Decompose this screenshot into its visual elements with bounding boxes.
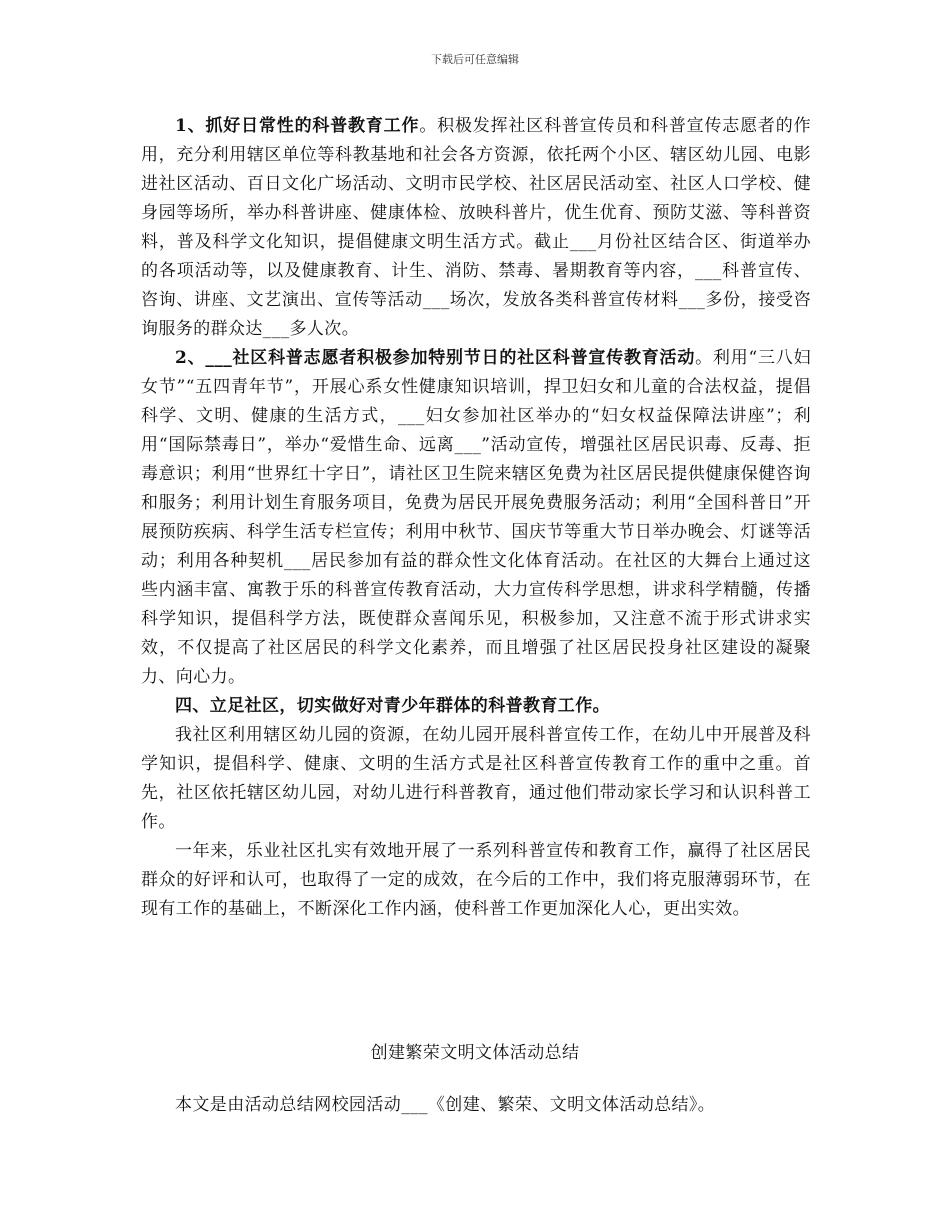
paragraph-2-text: 。利用“三八妇女节”“五四青年节”，开展心系女性健康知识培训，捍卫妇女和儿童的合法权益，提倡科学、文明、健康的生活方式，___妇女参加社区举办的“妇女权益保障法讲座”；利用“国际禁毒日”，举办“爱惜生命、远离___”活动宣传，增强社区居民识毒、反毒、拒毒意识；利用“世界红十字日”，请社区卫生院来辖区免费为社区居民提供健康保健咨询和服务；利用计划生育服务项目，免费为居民开展免费服务活动；利用“全国科普日”开展预防疾病、科学生活专栏宣传；利用中秋节、国庆节等重大节日举办晚会、灯谜等活动；利用各种契机___居民参加有益的群众性文化体育活动。在社区的大舞台上通过这些内涵丰富、寓教于乐的科普宣传教育活动，大力宣传科学思想，讲求科学精髓，传播科学知识，提倡科学方法，既使群众喜闻乐见，积极参加，又注意不流于形式讲求实效，不仅提高了社区居民的科学文化素养，而且增强了社区居民投身社区建设的凝聚力、向心力。 bbox=[141, 348, 811, 687]
section-heading: 四、立足社区，切实做好对青少年群体的科普教育工作。 bbox=[175, 696, 610, 716]
paragraph-1-lead: 1、抓好日常性的科普教育工作 bbox=[175, 116, 420, 136]
paragraph-3: 我社区利用辖区幼儿园的资源，在幼儿园开展科普宣传工作，在幼儿中开展普及科学知识，提倡科学、健康、文明的生活方式是社区科普宣传教育工作的重中之重。首先，社区依托辖区幼儿园，对幼儿进行科普教育，通过他们带动家长学习和认识科普工作。 bbox=[141, 725, 811, 832]
footer-note: 本文是由活动总结网校园活动___《创建、繁荣、文明文体活动总结》。 bbox=[175, 1095, 716, 1115]
document-body bbox=[141, 112, 811, 924]
article-title: 创建繁荣文明文体活动总结 bbox=[370, 1043, 580, 1063]
paragraph-2 bbox=[141, 344, 811, 692]
page-header-note: 下载后可任意编辑 bbox=[431, 53, 519, 66]
paragraph-4: 一年来，乐业社区扎实有效地开展了一系列科普宣传和教育工作，赢得了社区居民群众的好评和认可，也取得了一定的成效，在今后的工作中，我们将克服薄弱环节，在现有工作的基础上，不断深化工作内涵，使科普工作更加深化人心，更出实效。 bbox=[141, 841, 811, 919]
paragraph-1-text: 。积极发挥社区科普宣传员和科普宣传志愿者的作用，充分利用辖区单位等科教基地和社会各方资源，依托两个小区、辖区幼儿园、电影进社区活动、百日文化广场活动、文明市民学校、社区居民活动室、社区人口学校、健身园等场所，举办科普讲座、健康体检、放映科普片，优生优育、预防艾滋、等科普资料，普及科学文化知识，提倡健康文明生活方式。截止___月份社区结合区、街道举办的各项活动等，以及健康教育、计生、消防、禁毒、暑期教育等内容，___科普宣传、咨询、讲座、文艺演出、宣传等活动___场次，发放各类科普宣传材料___多份，接受咨询服务的群众达___多人次。 bbox=[141, 116, 811, 339]
paragraph-1 bbox=[141, 112, 811, 344]
paragraph-2-lead: 2、___社区科普志愿者积极参加特别节日的社区科普宣传教育活动 bbox=[175, 348, 696, 368]
